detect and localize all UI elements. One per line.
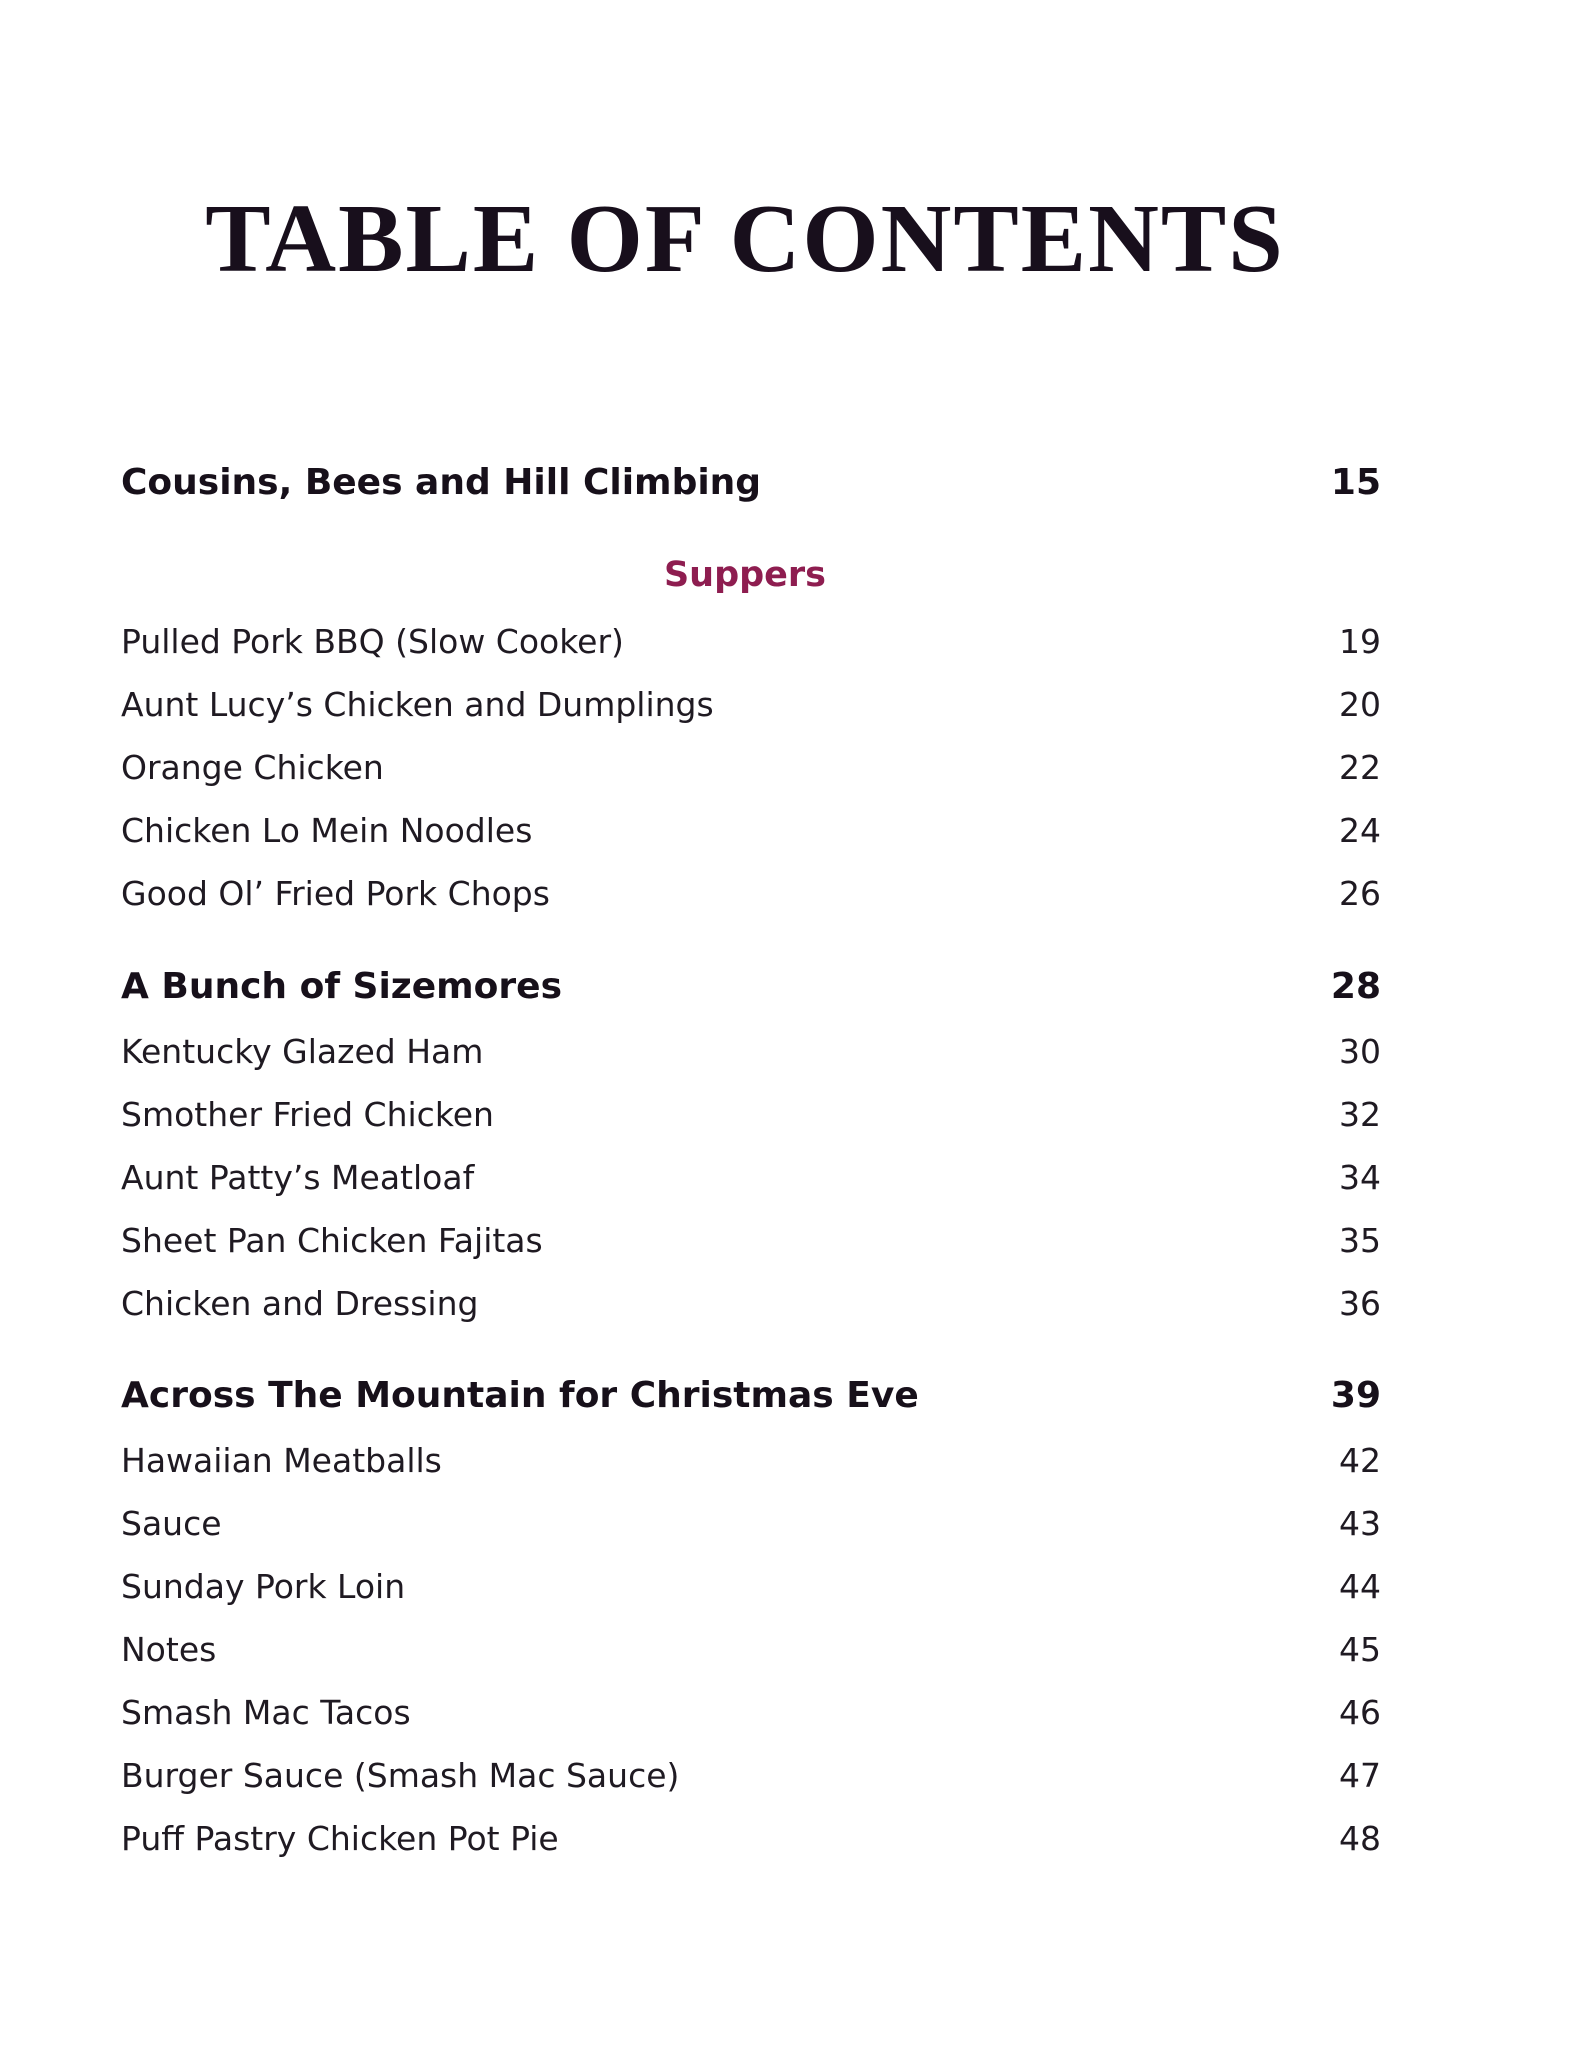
toc-entry-title: Aunt Lucy’s Chicken and Dumplings [121, 685, 714, 724]
toc-entry-row[interactable] [121, 1441, 1381, 1480]
toc-page-number: 44 [1339, 1567, 1381, 1606]
toc-entry-row[interactable] [121, 1221, 1381, 1260]
toc-entry-title: Notes [121, 1630, 217, 1669]
toc-page-number: 47 [1339, 1756, 1381, 1795]
toc-page-number: 34 [1339, 1158, 1381, 1197]
toc-chapter-title: A Bunch of Sizemores [121, 966, 562, 1007]
toc-entry-title: Sunday Pork Loin [121, 1567, 406, 1606]
toc-page-number: 48 [1339, 1819, 1381, 1858]
toc-chapter-row[interactable] [121, 462, 1381, 503]
toc-page-number: 46 [1339, 1693, 1381, 1732]
page-title: TABLE OF CONTENTS [205, 185, 1285, 293]
toc-entry-title: Chicken and Dressing [121, 1284, 479, 1323]
toc-entry-row[interactable] [121, 1504, 1381, 1543]
toc-entry-row[interactable] [121, 1158, 1381, 1197]
toc-entry-row[interactable] [121, 1284, 1381, 1323]
toc-entry-row[interactable] [121, 1693, 1381, 1732]
toc-chapter-title: Across The Mountain for Christmas Eve [121, 1375, 919, 1416]
toc-entry-title: Smother Fried Chicken [121, 1095, 494, 1134]
toc-entry-title: Orange Chicken [121, 748, 384, 787]
toc-entry-title: Aunt Patty’s Meatloaf [121, 1158, 475, 1197]
toc-entry-row[interactable] [121, 1630, 1381, 1669]
toc-page-number: 22 [1339, 748, 1381, 787]
toc-chapter-title: Cousins, Bees and Hill Climbing [121, 462, 762, 503]
toc-page-number: 26 [1339, 874, 1381, 913]
toc-entry-title: Burger Sauce (Smash Mac Sauce) [121, 1756, 680, 1795]
toc-entry-row[interactable] [121, 1567, 1381, 1606]
toc-entry-row[interactable] [121, 1819, 1381, 1858]
toc-entry-row[interactable] [121, 874, 1381, 913]
toc-entry-title: Puff Pastry Chicken Pot Pie [121, 1819, 559, 1858]
toc-chapter-row[interactable] [121, 1375, 1381, 1416]
toc-page-number: 30 [1339, 1032, 1381, 1071]
toc-page-number: 20 [1339, 685, 1381, 724]
toc-entry-row[interactable] [121, 1095, 1381, 1134]
toc-entry-title: Chicken Lo Mein Noodles [121, 811, 533, 850]
toc-entry-row[interactable] [121, 748, 1381, 787]
toc-entry-row[interactable] [121, 685, 1381, 724]
toc-entry-title: Good Ol’ Fried Pork Chops [121, 874, 550, 913]
toc-entry-title: Kentucky Glazed Ham [121, 1032, 484, 1071]
toc-page-number: 24 [1339, 811, 1381, 850]
toc-page-number: 35 [1339, 1221, 1381, 1260]
toc-entry-row[interactable] [121, 811, 1381, 850]
toc-entry-title: Pulled Pork BBQ (Slow Cooker) [121, 622, 624, 661]
toc-entry-row[interactable] [121, 622, 1381, 661]
section-heading-suppers: Suppers [663, 555, 827, 595]
toc-page-number: 15 [1330, 462, 1381, 503]
toc-page-number: 39 [1330, 1375, 1381, 1416]
toc-page-number: 32 [1339, 1095, 1381, 1134]
toc-page-number: 43 [1339, 1504, 1381, 1543]
toc-page-number: 19 [1339, 622, 1381, 661]
toc-page-number: 36 [1339, 1284, 1381, 1323]
toc-page-number: 28 [1330, 966, 1381, 1007]
toc-entry-title: Hawaiian Meatballs [121, 1441, 442, 1480]
toc-page-number: 45 [1339, 1630, 1381, 1669]
toc-entry-title: Smash Mac Tacos [121, 1693, 411, 1732]
toc-page-number: 42 [1339, 1441, 1381, 1480]
toc-entry-title: Sheet Pan Chicken Fajitas [121, 1221, 543, 1260]
toc-entry-row[interactable] [121, 1032, 1381, 1071]
toc-chapter-row[interactable] [121, 966, 1381, 1007]
toc-entry-row[interactable] [121, 1756, 1381, 1795]
toc-entry-title: Sauce [121, 1504, 222, 1543]
